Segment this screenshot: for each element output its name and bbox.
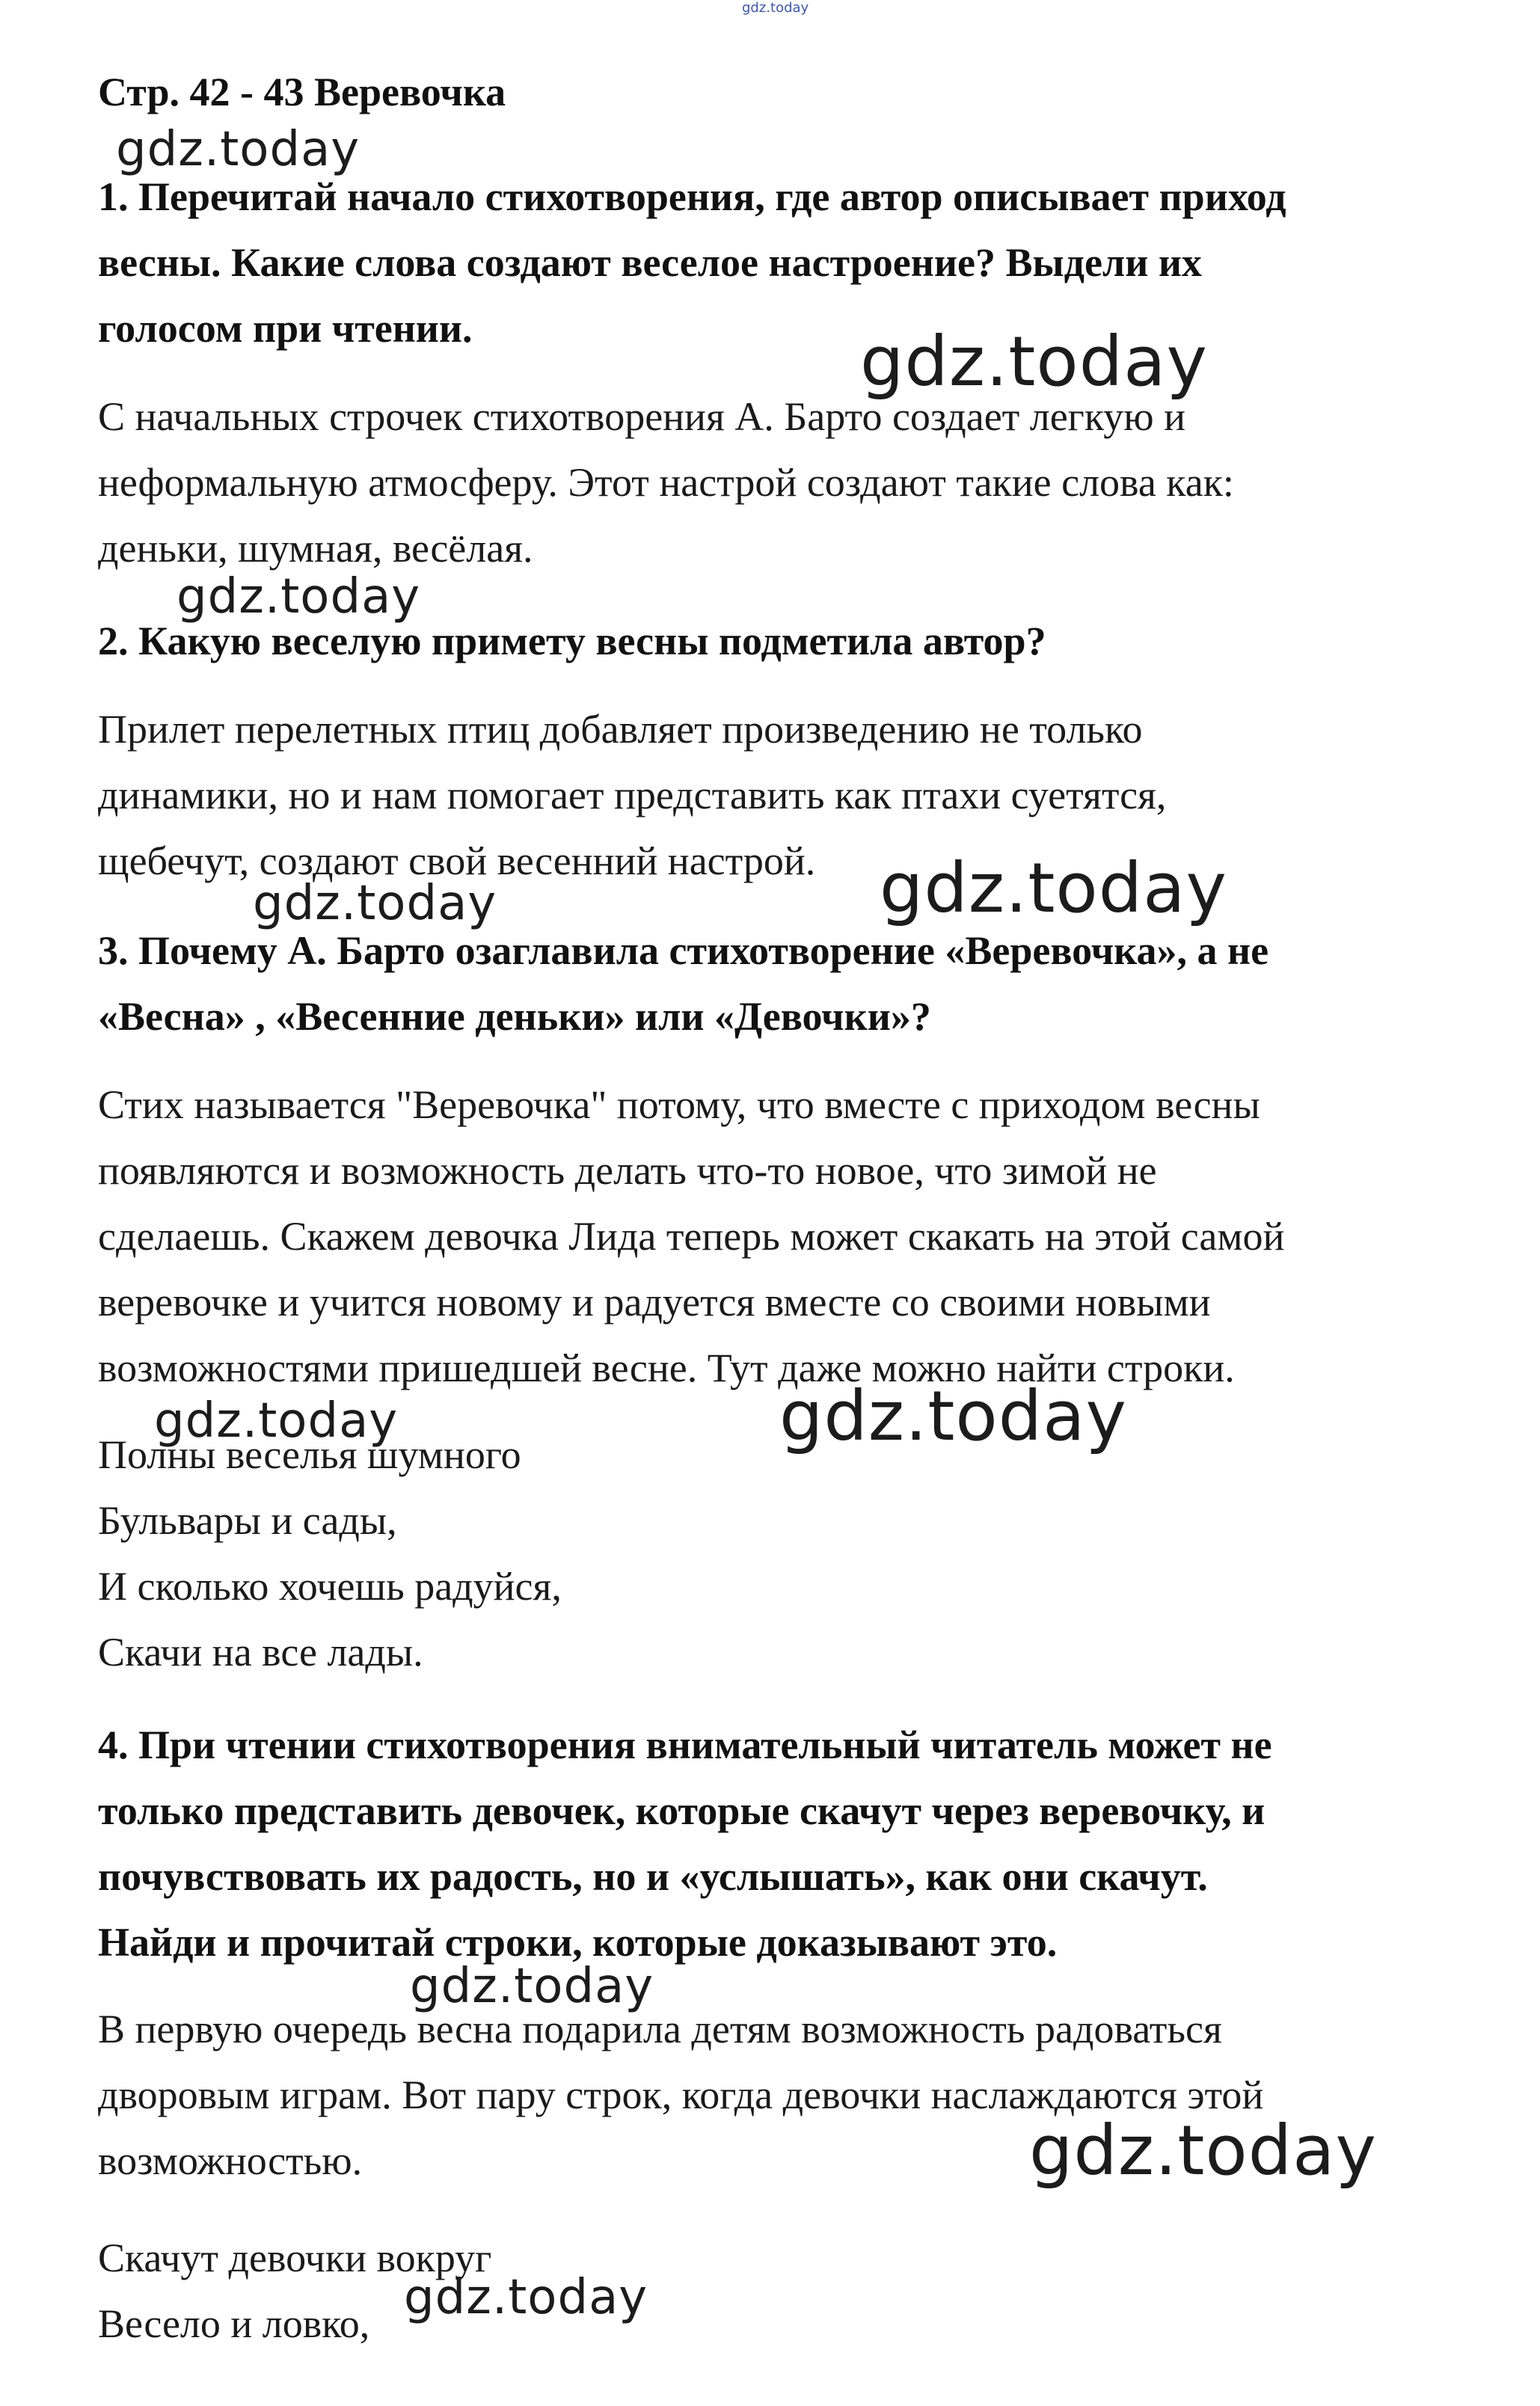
- question-4-line-3: почувствовать их радость, но и «услышать», как они скачут.: [98, 1854, 1208, 1899]
- watermark-text: gdz.today: [154, 1393, 399, 1449]
- watermark-text: gdz.today: [404, 2270, 648, 2325]
- poem-3-line-4: Скачи на все лады.: [98, 1630, 423, 1675]
- watermark-text: gdz.today: [880, 848, 1227, 928]
- question-3-line-1: 3. Почему А. Барто озаглавила стихотворение «Веревочка», а не: [98, 928, 1269, 973]
- top-watermark-link[interactable]: gdz.today: [742, 0, 809, 16]
- poem-3-line-2: Бульвары и сады,: [98, 1498, 397, 1543]
- answer-1-line-1: С начальных строчек стихотворения А. Барто создает легкую и: [98, 394, 1186, 439]
- answer-4-line-3: возможностью.: [98, 2138, 363, 2183]
- answer-3-line-1: Стих называется "Веревочка" потому, что вместе с приходом весны: [98, 1082, 1260, 1127]
- question-4-line-4: Найди и прочитай строки, которые доказывают это.: [98, 1920, 1058, 1965]
- question-4-line-1: 4. При чтении стихотворения внимательный читатель может не: [98, 1722, 1272, 1767]
- answer-1-line-2: неформальную атмосферу. Этот настрой создают такие слова как:: [98, 460, 1234, 505]
- watermark-text: gdz.today: [860, 322, 1208, 402]
- answer-2-line-1: Прилет перелетных птиц добавляет произведению не только: [98, 707, 1143, 752]
- poem-4-line-1: Скачут девочки вокруг: [98, 2235, 492, 2280]
- answer-4-line-2: дворовым играм. Вот пару строк, когда девочки наслаждаются этой: [98, 2072, 1264, 2117]
- answer-1-line-3: деньки, шумная, весёлая.: [98, 526, 533, 571]
- answer-3-line-4: веревочке и учится новому и радуется вместе со своими новыми: [98, 1280, 1211, 1325]
- answer-4-line-1: В первую очередь весна подарила детям возможность радоваться: [98, 2007, 1222, 2051]
- answer-2-line-3: щебечут, создают свой весенний настрой.: [98, 838, 816, 883]
- poem-3-line-1: Полны веселья шумного: [98, 1432, 521, 1477]
- question-3-line-2: «Весна» , «Весенние деньки» или «Девочки»?: [98, 994, 931, 1039]
- answer-3-line-3: сделаешь. Скажем девочка Лида теперь может скакать на этой самой: [98, 1214, 1285, 1259]
- question-2-line-1: 2. Какую веселую примету весны подметила автор?: [98, 619, 1046, 663]
- question-1-line-2: весны. Какие слова создают веселое настроение? Выдели их: [98, 240, 1202, 285]
- watermark-text: gdz.today: [779, 1376, 1127, 1456]
- watermark-text: gdz.today: [1029, 2111, 1377, 2191]
- poem-4-line-2: Весело и ловко,: [98, 2301, 370, 2346]
- watermark-text: gdz.today: [253, 876, 497, 931]
- page-title: Стр. 42 - 43 Веревочка: [98, 70, 506, 114]
- question-1-line-1: 1. Перечитай начало стихотворения, где автор описывает приход: [98, 174, 1286, 219]
- watermark-text: gdz.today: [410, 1959, 654, 2014]
- question-1-line-3: голосом при чтении.: [98, 306, 473, 351]
- answer-2-line-2: динамики, но и нам помогает представить как птахи суетятся,: [98, 773, 1167, 817]
- watermark-text: gdz.today: [116, 122, 361, 177]
- poem-3-line-3: И сколько хочешь радуйся,: [98, 1564, 562, 1609]
- watermark-text: gdz.today: [177, 569, 421, 624]
- answer-3-line-2: появляются и возможность делать что-то новое, что зимой не: [98, 1148, 1157, 1193]
- answer-3-line-5: возможностями пришедшей весне. Тут даже можно найти строки.: [98, 1345, 1235, 1390]
- question-4-line-2: только представить девочек, которые скачут через веревочку, и: [98, 1788, 1266, 1833]
